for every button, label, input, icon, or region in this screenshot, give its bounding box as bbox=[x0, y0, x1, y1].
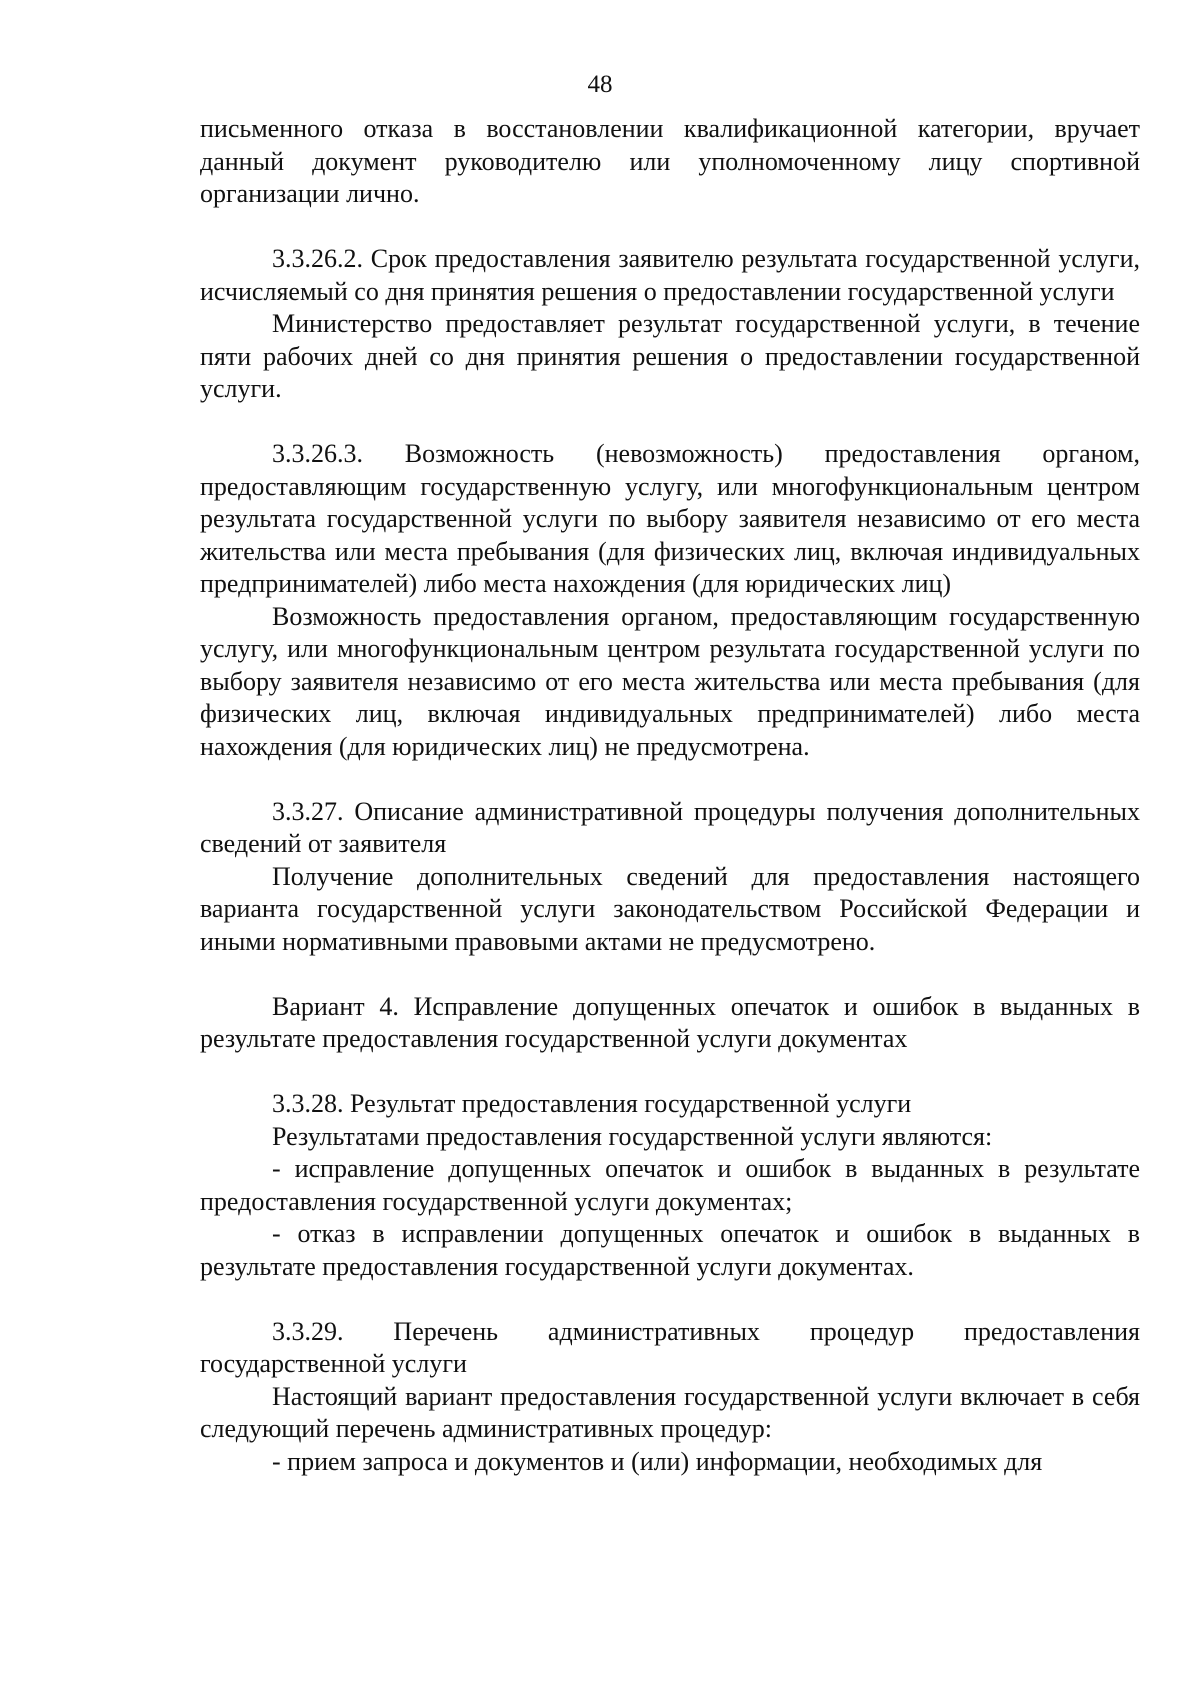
paragraph-additional-info-not-provided: Получение дополнительных сведений для предоставления настоящего варианта государственной услуги законодательством Российской Федерации и иными нормативными правовыми актами не предусмотрено. bbox=[200, 861, 1140, 956]
list-item-refusal: - отказ в исправлении допущенных опечаток и ошибок в выданных в результате предоставления государственной услуги документах. bbox=[200, 1219, 1140, 1281]
document-body bbox=[200, 113, 1140, 1478]
section-3-3-26-3-heading: 3.3.26.3. Возможность (невозможность) предоставления органом, предоставляющим государственную услугу, или многофункциональным центром результата государственной услуги по выбору заявителя независимо от его места жительства или места пребывания (для физических лиц, включая индивидуальных предпринимателей) либо места нахождения (для юридических лиц) bbox=[200, 439, 1140, 598]
variant-4-heading: Вариант 4. Исправление допущенных опечаток и ошибок в выданных в результате предоставления государственной услуги документах bbox=[200, 991, 1140, 1053]
section-3-3-26-2-heading: 3.3.26.2. Срок предоставления заявителю результата государственной услуги, исчисляемый со дня принятия решения о предоставлении государственной услуги bbox=[200, 244, 1140, 306]
paragraph-procedures-intro: Настоящий вариант предоставления государственной услуги включает в себя следующий перечень административных процедур: bbox=[200, 1381, 1140, 1443]
list-item-correction: - исправление допущенных опечаток и ошибок в выданных в результате предоставления государственной услуги документах; bbox=[200, 1154, 1140, 1216]
paragraph-extraterritorial-not-provided: Возможность предоставления органом, предоставляющим государственную услугу, или многофункциональным центром результата государственной услуги по выбору заявителя независимо от его места жительства или места пребывания (для физических лиц, включая индивидуальных предпринимателей) либо места нахождения (для юридических лиц) не предусмотрена. bbox=[200, 601, 1140, 761]
page-number: 48 bbox=[587, 71, 613, 98]
paragraph-refusal-delivery: письменного отказа в восстановлении квалификационной категории, вручает данный документ руководителю или уполномоченному лицу спортивной организации лично. bbox=[200, 114, 1140, 208]
section-3-3-27-heading: 3.3.27. Описание административной процедуры получения дополнительных сведений от заявителя bbox=[200, 796, 1140, 858]
paragraph-result-deadline: Министерство предоставляет результат государственной услуги, в течение пяти рабочих дней со дня принятия решения о предоставлении государственной услуги. bbox=[200, 309, 1140, 403]
paragraph-results-intro: Результатами предоставления государственной услуги являются: bbox=[272, 1121, 993, 1151]
list-item-request-reception: - прием запроса и документов и (или) информации, необходимых для bbox=[272, 1446, 1043, 1476]
section-3-3-28-heading: 3.3.28. Результат предоставления государственной услуги bbox=[272, 1089, 912, 1118]
section-3-3-29-heading: 3.3.29. Перечень административных процедур предоставления государственной услуги bbox=[200, 1316, 1140, 1378]
